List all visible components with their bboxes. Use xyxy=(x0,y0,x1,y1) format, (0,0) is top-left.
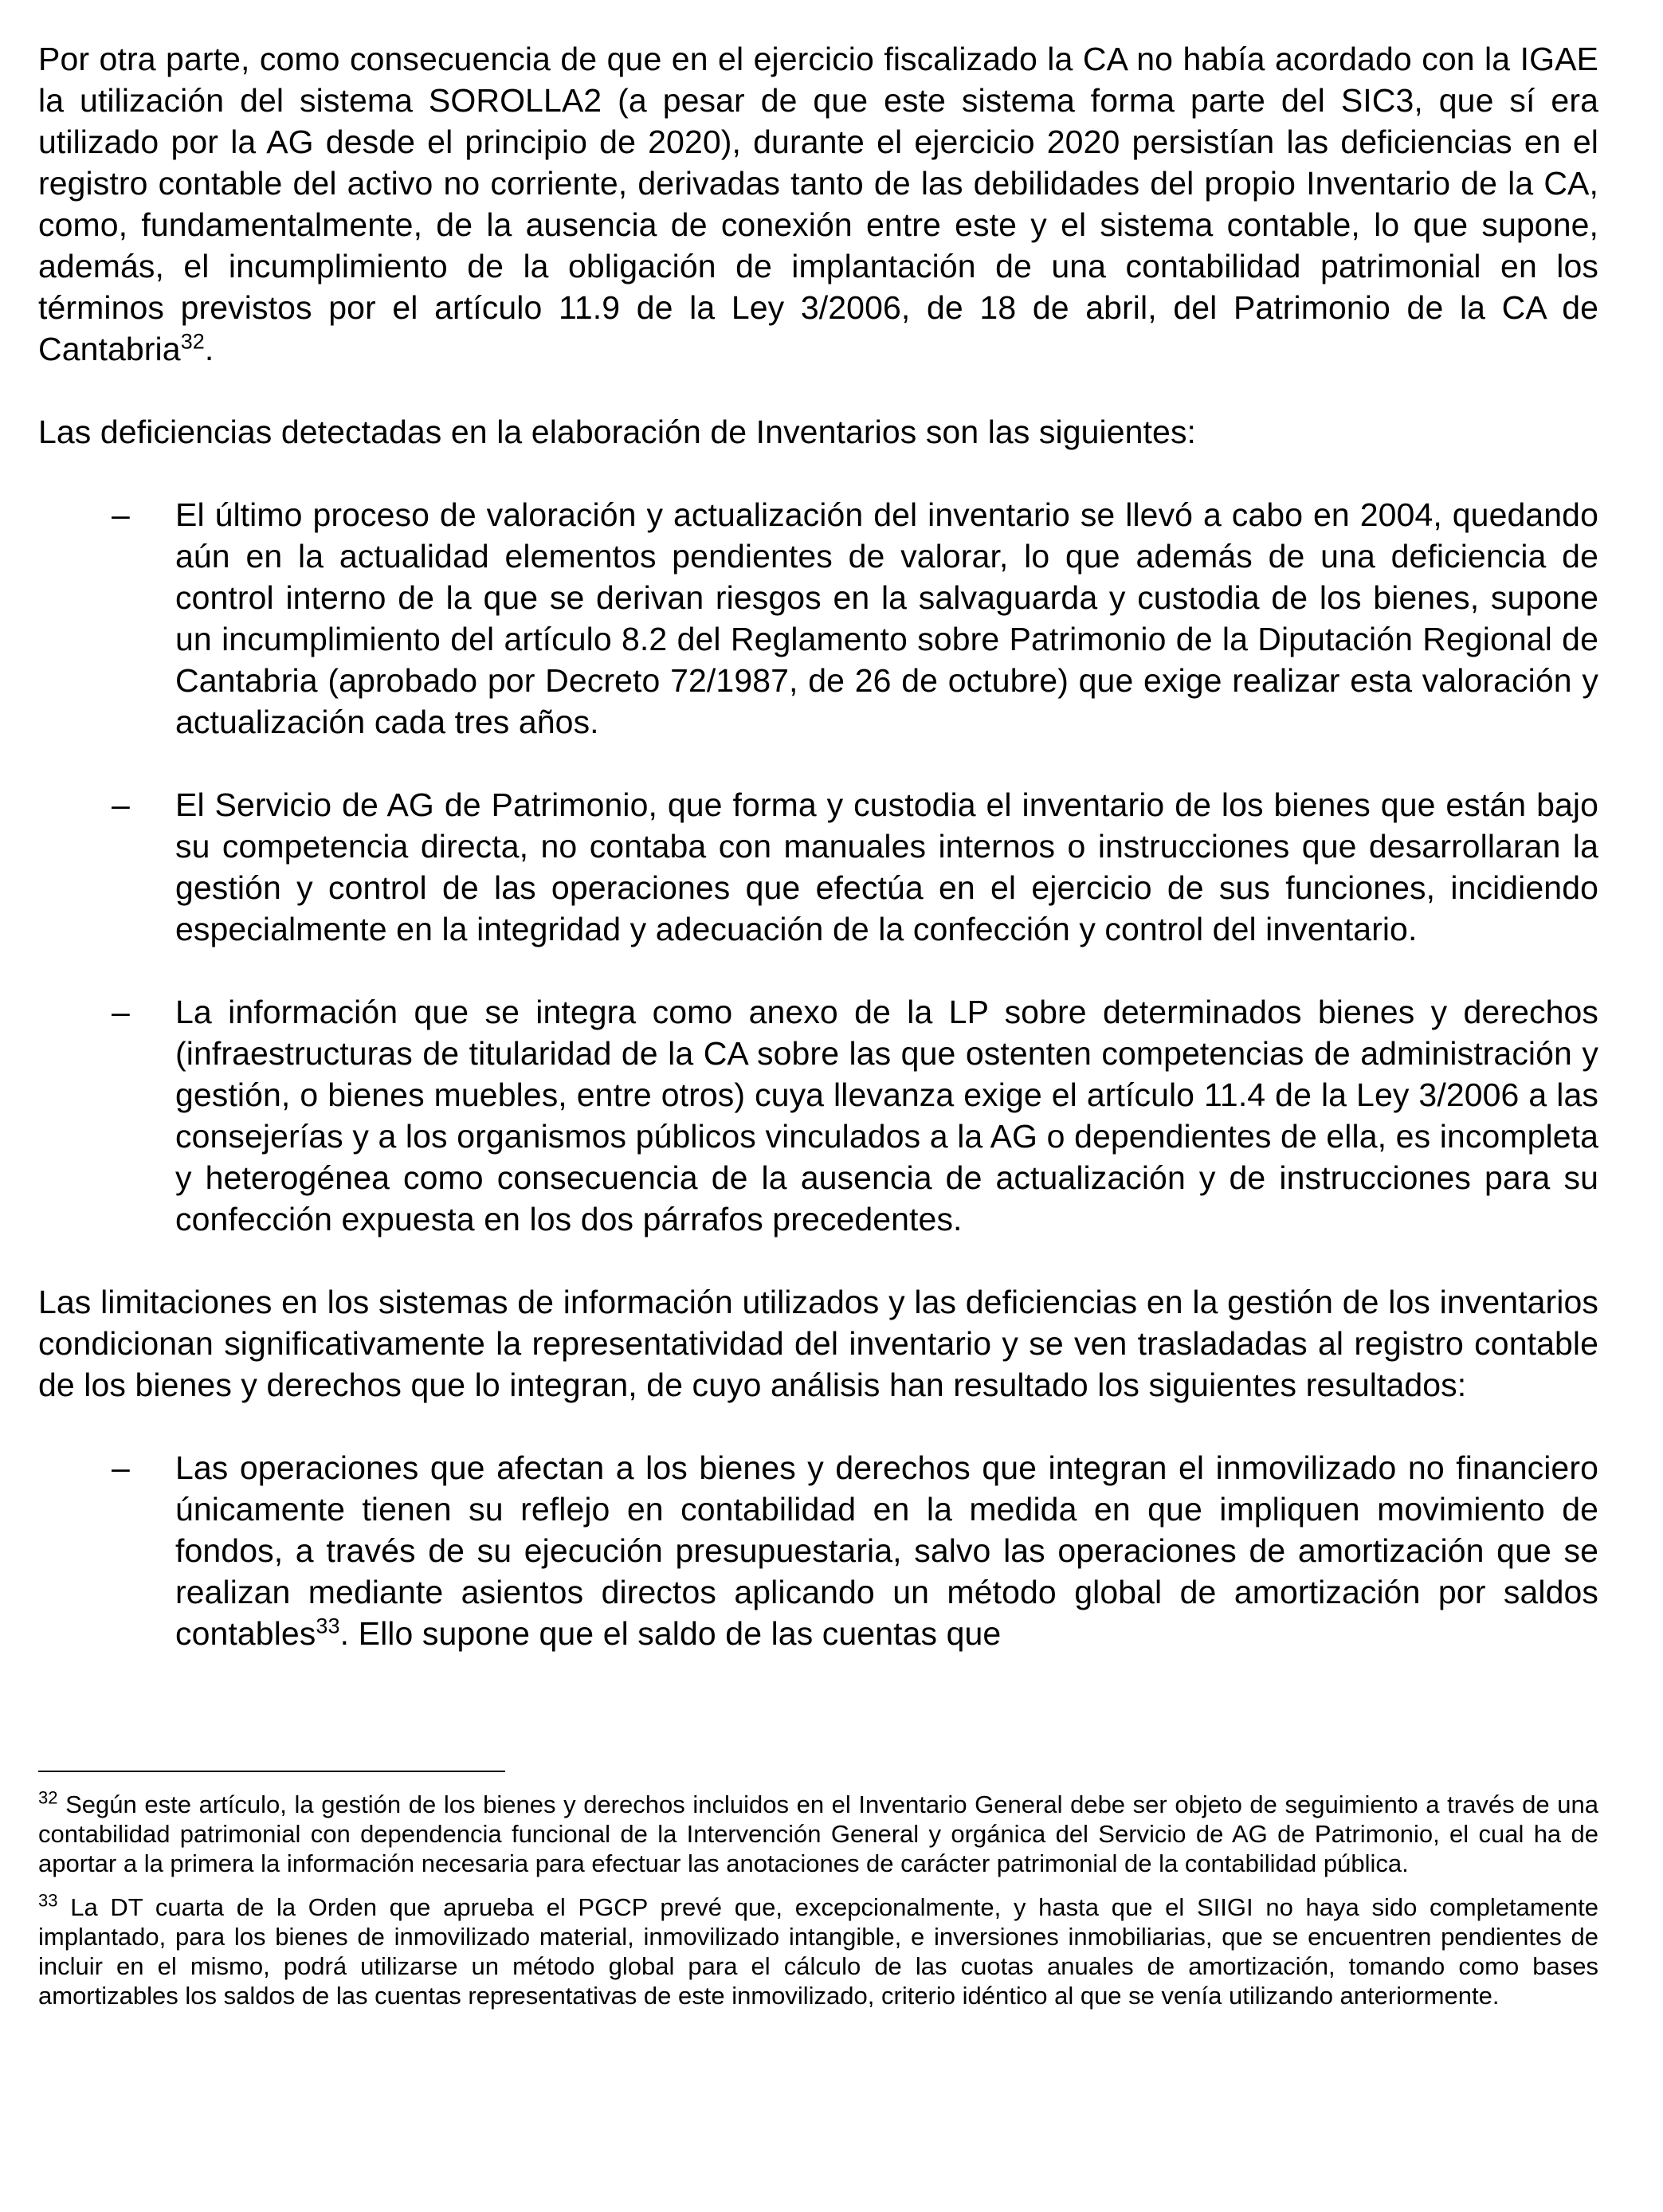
paragraph-end: . xyxy=(204,331,214,367)
footnote-number: 32 xyxy=(38,1787,58,1808)
footnote-separator xyxy=(38,1771,505,1772)
footnote-ref-33[interactable]: 33 xyxy=(316,1614,340,1638)
footnotes-section xyxy=(38,1771,1598,2025)
dash-bullet-icon: – xyxy=(112,786,130,823)
list-item-text: La información que se integra como anexo de la LP sobre determinados bienes y derechos (infraestructuras de titularidad de la CA sobre las que ostenten competencias de administración y gestión, o bienes muebles, entre otros) cuya llevanza exige el artículo 11.4 de la Ley 3/2006 a las consejerías y a los organismos públicos vinculados a la AG o dependientes de ella, es incompleta y heterogénea como consecuencia de la ausencia de actualización y de instrucciones para su confección expuesta en los dos párrafos precedentes. xyxy=(175,994,1598,1237)
dash-bullet-icon: – xyxy=(112,496,130,533)
document-page xyxy=(38,38,1598,1696)
resultados-list xyxy=(38,1447,1598,1654)
list-item xyxy=(38,1447,1598,1654)
footnote-ref-32[interactable]: 32 xyxy=(180,329,205,354)
footnote-text: Según este artículo, la gestión de los bienes y derechos incluidos en el Inventario General debe ser objeto de seguimiento a través de una contabilidad patrimonial con dependencia funcional de la Intervención General y orgánica del Servicio de AG de Patrimonio, el cual ha de aportar a la primera la información necesaria para efectuar las anotaciones de carácter patrimonial de la contabilidad pública. xyxy=(38,1790,1598,1877)
deficiencias-list xyxy=(38,494,1598,1240)
paragraph-intro xyxy=(38,38,1598,370)
list-item-text: El último proceso de valoración y actualización del inventario se llevó a cabo en 2004, quedando aún en la actualidad elementos pendientes de valorar, lo que además de una deficiencia de control interno de la que se derivan riesgos en la salvaguarda y custodia de los bienes, supone un incumplimiento del artículo 8.2 del Reglamento sobre Patrimonio de la Diputación Regional de Cantabria (aprobado por Decreto 72/1987, de 26 de octubre) que exige realizar esta valoración y actualización cada tres años. xyxy=(175,496,1598,740)
footnote-number: 33 xyxy=(38,1890,58,1911)
list-item-text: El Servicio de AG de Patrimonio, que forma y custodia el inventario de los bienes que están bajo su competencia directa, no contaba con manuales internos o instrucciones que desarrollaran la gestión y control de las operaciones que efectúa en el ejercicio de sus funciones, incidiendo especialmente en la integridad y adecuación de la confección y control del inventario. xyxy=(175,786,1598,947)
dash-bullet-icon: – xyxy=(112,1449,130,1486)
paragraph-limitaciones: Las limitaciones en los sistemas de información utilizados y las deficiencias en la gestión de los inventarios condicionan significativamente la representatividad del inventario y se ven trasladadas al registro contable de los bienes y derechos que lo integran, de cuyo análisis han resultado los siguientes resultados: xyxy=(38,1284,1598,1403)
footnote-text: La DT cuarta de la Orden que aprueba el PGCP prevé que, excepcionalmente, y hasta que el SIIGI no haya sido completamente implantado, para los bienes de inmovilizado material, inmovilizado intangible, e inversiones inmobiliarias, que se encuentren pendientes de incluir en el mismo, podrá utilizarse un método global para el cálculo de las cuotas anuales de amortización, tomando como bases amortizables los saldos de las cuentas representativas de este inmovilizado, criterio idéntico al que se venía utilizando anteriormente. xyxy=(38,1893,1598,2010)
paragraph-deficiencias: Las deficiencias detectadas en la elaboración de Inventarios son las siguientes: xyxy=(38,414,1197,450)
paragraph-text: Por otra parte, como consecuencia de que en el ejercicio fiscalizado la CA no había acordado con la IGAE la utilización del sistema SOROLLA2 (a pesar de que este sistema forma parte del SIC3, que sí era utilizado por la AG desde el principio de 2020), durante el ejercicio 2020 persistían las deficiencias en el registro contable del activo no corriente, derivadas tanto de las debilidades del propio Inventario de la CA, como, fundamentalmente, de la ausencia de conexión entre este y el sistema contable, lo que supone, además, el incumplimiento de la obligación de implantación de una contabilidad patrimonial en los términos previstos por el artículo 11.9 de la Ley 3/2006, de 18 de abril, del Patrimonio de la CA de Cantabria xyxy=(38,41,1598,367)
list-item-text: Las operaciones que afectan a los bienes y derechos que integran el inmovilizado no financiero únicamente tienen su reflejo en contabilidad en la medida en que impliquen movimiento de fondos, a través de su ejecución presupuestaria, salvo las operaciones de amortización que se realizan mediante asientos directos aplicando un método global de amortización por saldos contables xyxy=(175,1449,1598,1652)
footnote-32 xyxy=(38,1787,1598,1878)
list-item xyxy=(38,494,1598,743)
dash-bullet-icon: – xyxy=(112,994,130,1030)
list-item xyxy=(38,991,1598,1240)
footnote-33 xyxy=(38,1892,1598,2010)
list-item-tail: . Ello supone que el saldo de las cuentas que xyxy=(339,1615,1002,1652)
list-item xyxy=(38,784,1598,950)
